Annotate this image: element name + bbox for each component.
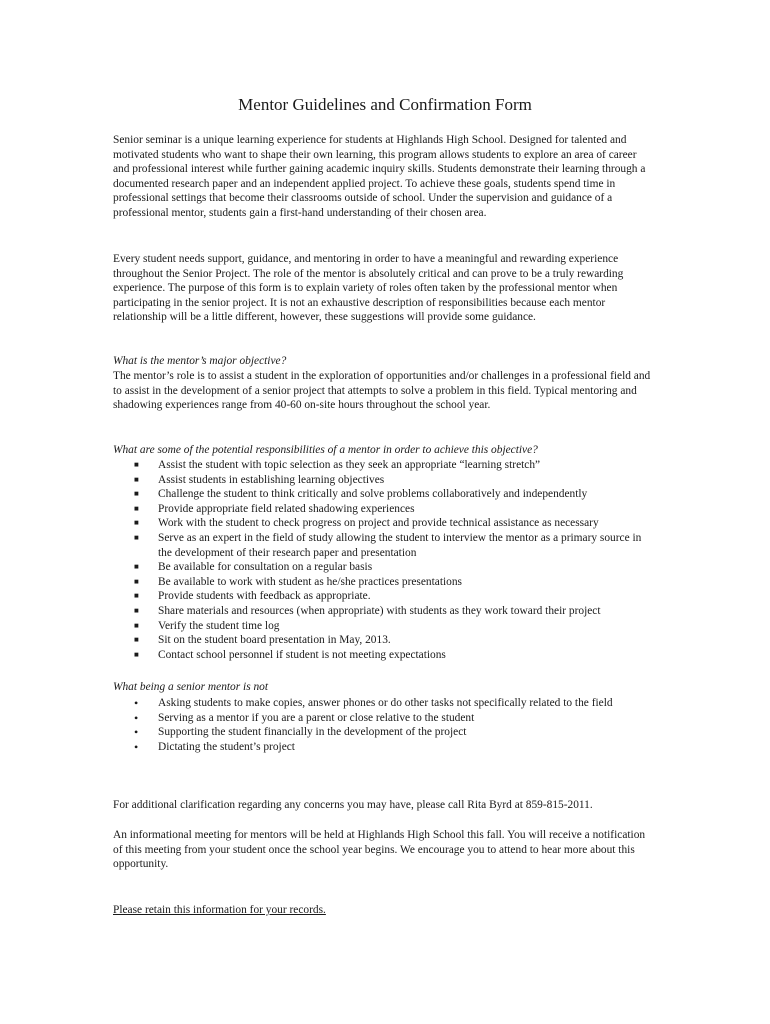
objective-text: The mentor’s role is to assist a student in the exploration of opportunities and/or challenges in a professional field and to assist in the development of a senior project that attempts to solve a problem in this field. Typical mentoring and shadowing experiences range from 40-60 on-site hours throughout the school year. — [113, 370, 651, 412]
list-item-text: Verify the student time log — [158, 619, 280, 632]
support-paragraph: Every student needs support, guidance, and mentoring in order to have a meaningful and rewarding experience throughout the Senior Project. The role of the mentor is absolutely critical and can prove to be a truly rewarding experience. The purpose of this form is to explain variety of roles often taken by the professional mentor when participating in the senior project. It is not an exhaustive description of responsibilities because each mentor relationship will be a little different, however, these suggestions will provide some guidance. — [113, 253, 624, 324]
list-item — [113, 589, 658, 604]
list-item — [113, 740, 658, 755]
square-bullet-icon: ■ — [134, 649, 139, 659]
round-bullet-icon: • — [134, 725, 139, 740]
square-bullet-icon: ■ — [134, 518, 139, 528]
list-item — [113, 648, 658, 663]
list-item-text: Work with the student to check progress on project and provide technical assistance as necessary — [158, 517, 599, 530]
list-item — [113, 604, 658, 619]
retain-notice: Please retain this information for your records. — [113, 904, 326, 916]
list-item-text: Sit on the student board presentation in May, 2013. — [158, 634, 391, 647]
responsibilities-list — [113, 458, 658, 662]
list-item-text: Serving as a mentor if you are a parent or close relative to the student — [158, 711, 475, 724]
list-item — [113, 619, 658, 634]
list-item — [113, 458, 658, 473]
list-item — [113, 560, 658, 575]
list-item — [113, 531, 658, 560]
page-title: Mentor Guidelines and Confirmation Form — [238, 95, 532, 114]
list-item-text: Provide students with feedback as appropriate. — [158, 590, 371, 603]
meeting-paragraph: An informational meeting for mentors will be held at Highlands High School this fall. You will receive a notification of this meeting from your student once the school year begins. We encourage you to attend to hear more about this opportunity. — [113, 829, 646, 871]
list-item-text: Asking students to make copies, answer phones or do other tasks not specifically related to the field — [158, 697, 613, 709]
square-bullet-icon: ■ — [134, 591, 139, 601]
list-item-text: Challenge the student to think critically and solve problems collaboratively and independently — [158, 488, 588, 501]
square-bullet-icon: ■ — [134, 605, 139, 615]
square-bullet-icon: ■ — [134, 474, 139, 484]
list-item-text: Be available for consultation on a regular basis — [158, 561, 373, 574]
list-item — [113, 696, 658, 711]
square-bullet-icon: ■ — [134, 460, 139, 469]
list-item-text: Assist the student with topic selection as they seek an appropriate “learning stretch” — [158, 459, 541, 471]
intro-paragraph: Senior seminar is a unique learning experience for students at Highlands High School. Designed for talented and motivated students who want to shape their own learning, this program allows students to explore an area of career and professional interest while further gaining academic inquiry skills. Students demonstrate their learning through a documented research paper and an independent applied project. To achieve these goals, students spend time in professional settings that become their classrooms outside of school. Under the supervision and guidance of a professional mentor, students gain a first-hand understanding of their chosen area. — [113, 134, 646, 219]
square-bullet-icon: ■ — [134, 576, 139, 586]
square-bullet-icon: ■ — [134, 635, 139, 645]
square-bullet-icon: ■ — [134, 562, 139, 572]
list-item-text: Serve as an expert in the field of study allowing the student to interview the mentor as a primary source in the development of their research paper and presentation — [158, 531, 642, 559]
round-bullet-icon: • — [134, 739, 139, 754]
square-bullet-icon: ■ — [134, 503, 139, 513]
list-item-text: Supporting the student financially in the development of the project — [158, 726, 467, 739]
list-item — [113, 575, 658, 590]
list-item-text: Dictating the student’s project — [158, 740, 295, 753]
not-mentor-heading: What being a senior mentor is not — [113, 681, 269, 693]
square-bullet-icon: ■ — [134, 532, 139, 542]
list-item-text: Share materials and resources (when appropriate) with students as they work toward their project — [158, 604, 601, 617]
list-item-text: Provide appropriate field related shadowing experiences — [158, 502, 415, 515]
list-item — [113, 711, 658, 726]
not-mentor-list — [113, 696, 658, 754]
list-item — [113, 473, 658, 488]
square-bullet-icon: ■ — [134, 489, 139, 499]
list-item — [113, 502, 658, 517]
round-bullet-icon: • — [134, 696, 139, 710]
list-item — [113, 516, 658, 531]
list-item-text: Contact school personnel if student is not meeting expectations — [158, 648, 446, 661]
contact-paragraph: For additional clarification regarding any concerns you may have, please call Rita Byrd at 859-815-2011. — [113, 799, 593, 811]
list-item — [113, 633, 658, 648]
round-bullet-icon: • — [134, 710, 139, 725]
responsibilities-heading: What are some of the potential responsibilities of a mentor in order to achieve this objective? — [113, 444, 538, 456]
list-item — [113, 487, 658, 502]
list-item — [113, 725, 658, 740]
objective-heading: What is the mentor’s major objective? — [113, 355, 287, 367]
list-item-text: Be available to work with student as he/she practices presentations — [158, 575, 462, 588]
square-bullet-icon: ■ — [134, 620, 139, 630]
list-item-text: Assist students in establishing learning objectives — [158, 473, 385, 486]
